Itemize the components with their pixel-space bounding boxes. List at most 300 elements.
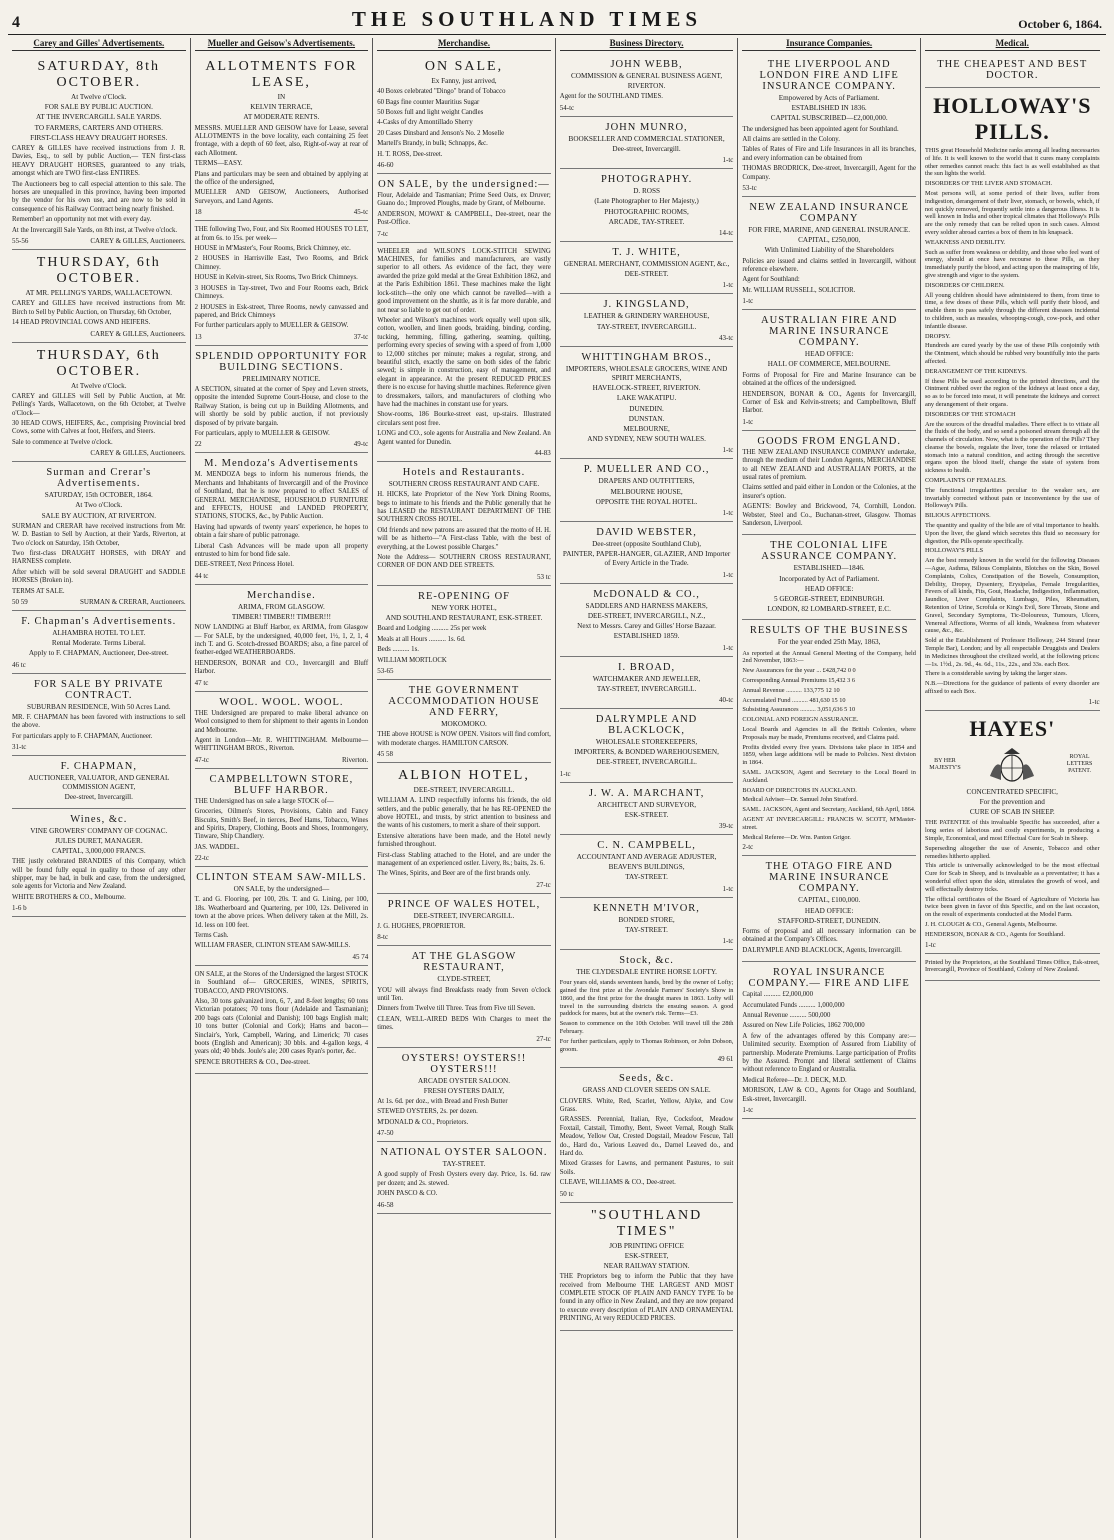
ad-paragraph: Terms Cash.: [194, 931, 229, 939]
ad-paragraph: The undersigned has been appointed agent for Southland.: [742, 125, 899, 133]
ad-paragraph: Claims settled and paid either in London or the Colonies, at the insurer's option.: [742, 484, 916, 500]
newspaper-title: THE SOUTHLAND TIMES: [351, 7, 703, 31]
advertisement: [377, 586, 551, 680]
ad-line: MELBOURNE HOUSE,: [610, 487, 683, 496]
ad-line: DEE-STREET, INVERCARGILL.: [413, 911, 515, 920]
advertisement: [560, 54, 734, 117]
ad-paragraph: 50 Boxes full and light weight Candles: [377, 109, 484, 117]
ad-paragraph: WILLIAM MORTLOCK: [377, 656, 447, 664]
ad-title: "SOUTHLAND TIMES": [590, 1207, 703, 1239]
ad-signature: [377, 1035, 551, 1043]
advertisement: [560, 522, 734, 584]
ad-paragraph: TERMS AT SALE.: [12, 587, 65, 595]
ad-title: DAVID WEBSTER,: [596, 527, 697, 539]
ad-title: J. KINGSLAND,: [603, 299, 690, 311]
advertisement: [742, 620, 916, 856]
ad-paragraph: CLEAVE, WILLIAMS & CO., Dee-street.: [559, 1179, 676, 1187]
crest-right-text: ROYAL LETTERS PATENT.: [1066, 754, 1093, 775]
ad-code: 50 59: [12, 598, 28, 606]
ad-paragraph: N.B.—Directions for the guidance of patients of every disorder are affixed to each Box.: [924, 680, 1100, 695]
ad-title: JOHN WEBB,: [610, 59, 683, 70]
ad-line: CAPITAL, £250,000,: [798, 236, 861, 245]
ad-paragraph: T. and G. Flooring, per 100, 20s. T. and G. Lining, per 100, 18s. Weatherboard and Quartering, per 100, 12s. Delivered in town at the above prices. When delivery taken at the Mill, 2s. 1d. less on 100 feet.: [194, 896, 369, 929]
advertisement: [925, 88, 1100, 711]
ad-signature: [560, 571, 734, 579]
ad-paragraph: MUELLER AND GEISOW, Auctioneers, Authorised Surveyors, and Land Agents.: [194, 189, 369, 205]
ad-signature: [377, 881, 551, 889]
ad-title: THURSDAY, 6th OCTOBER.: [36, 347, 161, 379]
ad-signatory: 45 74: [352, 952, 369, 961]
ad-paragraph: Accumulated Funds .......... 1,000,000: [742, 1001, 845, 1009]
ad-line: SADDLERS AND HARNESS MAKERS,: [585, 601, 708, 610]
ad-paragraph: Agent in London—Mr. R. WHITTINGHAM. Melbourne—WHITTINGHAM BROS., Riverton.: [194, 736, 369, 753]
ad-paragraph: WHITE BROTHERS & CO., Melbourne.: [12, 893, 126, 901]
ad-title: HAYES': [969, 715, 1056, 741]
ad-line: At Twelve o'Clock.: [71, 381, 127, 390]
ad-line: ALHAMBRA HOTEL TO LET.: [52, 629, 146, 637]
ad-line: SUBURBAN RESIDENCE, With 50 Acres Land.: [27, 702, 171, 711]
advertisement: [560, 242, 734, 294]
ad-signatory: 49-tc: [353, 440, 369, 449]
ad-paragraph: Show-rooms, 186 Bourke-street east, up-stairs. Illustrated circulars sent post free.: [377, 411, 551, 427]
ad-line: LONDON, 82 LOMBARD-STREET, E.C.: [767, 605, 891, 614]
ad-paragraph: CAREY and GILLES will Sell by Public Auction, at Mr. Pelling's Yards, Wallacetown, on the 6th October, at Twelve o'Clock—: [12, 392, 186, 417]
ad-paragraph: Forms of proposal and all necessary information can be obtained at the Company's Offices.: [742, 927, 916, 944]
ad-signature: [195, 953, 369, 961]
ad-line: ACCOUNTANT AND AVERAGE ADJUSTER,: [576, 852, 717, 861]
ad-line: DUNEDIN.: [629, 404, 664, 413]
ad-line: ESTABLISHED IN 1836.: [791, 104, 867, 113]
ad-signature: [12, 330, 186, 338]
ad-paragraph: This article is universally acknowledged to be the most effectual Cure for Scab in Sheep, and is invaluable as a preventative; it has a wonderful effect upon the skin, stimulates the growth of wool, and will effectually destroy ticks.: [924, 862, 1100, 893]
ad-signature: [195, 333, 369, 341]
ad-line: ESTABLISHED 1859.: [613, 632, 680, 641]
ad-line: At Two o'Clock.: [75, 501, 123, 510]
advertisement: [195, 867, 369, 966]
ad-paragraph: The official certificates of the Board of Agriculture of Victoria has twice been given in favor of this Specific, and on the last occasion, on the result of experiments conducted at the Model Farm.: [924, 895, 1100, 919]
ad-paragraph: Policies are issued and claims settled in Invercargill, without reference elsewhere.: [742, 257, 916, 274]
advertisement: [560, 657, 734, 709]
ad-line: TAY-STREET.: [442, 1160, 486, 1169]
ad-paragraph: TERMS—EASY.: [194, 160, 243, 168]
ad-title: HOLLOWAY'S PILLS.: [933, 93, 1092, 144]
ad-paragraph: JAS. WADDEL.: [194, 843, 240, 851]
advertisement: [195, 966, 369, 1074]
advertisement: [742, 962, 916, 1119]
ad-signature: [12, 904, 186, 912]
ad-title: Surman and Crerar's Advertisements.: [46, 467, 152, 490]
ad-paragraph: THIS great Household Medicine ranks among all leading necessaries of life. It is well known to the world that it cures many complaints other remedies cannot reach: this fact is as well established as that the sun lights the world.: [924, 147, 1100, 178]
ad-line: DRAPERS AND OUTFITTERS,: [598, 477, 695, 486]
ad-code: 8-tc: [377, 933, 389, 942]
ad-paragraph: M'DONALD & CO., Proprietors.: [377, 1118, 469, 1126]
ad-code: 22-tc: [194, 854, 209, 863]
ad-paragraph: THE following Two, Four, and Six Roomed HOUSES TO LET, at from 6s. to 15s. per week—: [194, 226, 369, 242]
ad-line: WATCHMAKER AND JEWELLER,: [592, 674, 701, 683]
ad-line: STAFFORD-STREET, DUNEDIN.: [777, 916, 881, 925]
ad-paragraph: A SECTION, situated at the corner of Spey and Leven streets, opposite the intended Supreme Court-House, and close to the Railway Station, is being cut up in Building Allotments, and will shortly be sold by public auction, if not previously disposed of by private bargain.: [194, 385, 369, 427]
advertisement: [560, 169, 734, 242]
ad-signature: [12, 598, 186, 606]
ad-paragraph: HOUSE in M'Master's, Four Rooms, Brick Chimney, etc.: [194, 245, 351, 253]
ad-title: Seeds, &c.: [618, 1073, 675, 1085]
ad-line: TAY-STREET, INVERCARGILL.: [596, 684, 697, 693]
ad-code: 1-tc: [559, 769, 571, 778]
ad-line: TAY-STREET.: [625, 873, 668, 882]
ad-paragraph: Capital .......... £2,000,000: [742, 991, 813, 999]
advertisement: [12, 343, 186, 463]
ad-line: CLYDE-STREET,: [437, 975, 491, 984]
ad-line: MOKOMOKO.: [441, 719, 487, 728]
ad-paragraph: AGENTS: Bowley and Brickwood, 74, Cornhill, London. Webster, Steel and Co., Buchanan-street, Glasgow. Thomas Sanderson, Liverpool.: [742, 503, 916, 527]
ad-line: ARCADE OYSTER SALOON.: [417, 1076, 510, 1085]
advertisement: [560, 117, 734, 169]
ad-paragraph: A good supply of Fresh Oysters every day. Price, 1s. 6d. raw per dozen; and 2s. stewed.: [377, 1171, 551, 1187]
ad-title: THE CHEAPEST AND BEST DOCTOR.: [937, 59, 1088, 81]
ad-line: Dee-street, Invercargill.: [612, 145, 681, 154]
advertisement: [377, 1142, 551, 1213]
ad-paragraph: Plans and particulars may be seen and obtained by applying at the office of the undersigned,: [194, 170, 369, 187]
ad-title: ON SALE, by the undersigned:—: [378, 179, 550, 191]
ad-title: NATIONAL OYSTER SALOON.: [380, 1147, 548, 1159]
column-5: [738, 38, 921, 1538]
ad-paragraph: BILIOUS AFFECTIONS.: [924, 512, 991, 520]
ad-paragraph: AGENT AT INVERCARGILL: FRANCIS W. SCOTT, M'Master-street.: [742, 815, 916, 831]
ad-paragraph: DROPSY.: [924, 332, 951, 340]
column-1: [8, 38, 191, 1538]
advertisement: [195, 769, 369, 867]
ad-line: LAKE WAKATIPU.: [616, 394, 677, 403]
ad-code: 47-50: [377, 1129, 394, 1138]
ad-code: 13: [194, 332, 202, 341]
ad-line: At Twelve o'Clock.: [71, 93, 127, 101]
ad-paragraph: SAML. JACKSON, Agent and Secretary, Auckland, 6th April, 1864.: [742, 806, 916, 814]
ad-paragraph: H. HICKS, late Proprietor of the New York Dining Rooms, begs to intimate to his friends and the Public generally that he has LEASED the RESTAURANT DEPARTMENT OF THE SOUTHERN CROSS HOTEL.: [377, 491, 551, 524]
ad-line: ARCADE, TAY-STREET.: [608, 217, 685, 226]
ad-paragraph: THE above HOUSE is NOW OPEN. Visitors will find comfort, with moderate charges. HAMILTON CARSON.: [377, 731, 551, 747]
ad-paragraph: Most persons will, at some period of their lives, suffer from indigestion, derangement of their liver, stomach, or bowels, which, if not quickly removed, frequently settle into a dangerous illness. It is well known in India and other tropical climates that Holloway's Pills are the only remedy that can be relied upon in such cases. Almost every soldier abroad carries a box of them in his knapsack.: [924, 189, 1100, 236]
ad-signature: [377, 573, 551, 581]
advertisement: [377, 243, 551, 462]
ad-paragraph: Profits divided every five years. Divisions take place in 1854 and 1859, when large additions will be made to Policies. Next division in 1864.: [742, 743, 916, 767]
ad-paragraph: STEWED OYSTERS, 2s. per dozen.: [377, 1108, 478, 1116]
ad-paragraph: Accumulated Fund .......... 481,630 15 10: [742, 696, 846, 704]
ad-signature: [12, 661, 186, 669]
advertisement: [560, 459, 734, 522]
ad-line: COMMISSION & GENERAL BUSINESS AGENT,: [571, 72, 723, 80]
advertisement: [377, 894, 551, 947]
ad-line: IMPORTERS, WHOLESALE GROCERS, WINE AND SPIRIT MERCHANTS,: [565, 364, 728, 383]
ad-line: HEAD OFFICE:: [804, 906, 854, 915]
ad-signature: [560, 770, 734, 778]
advertisement: [925, 54, 1100, 88]
ad-line: ARIMA, FROM GLASGOW.: [237, 602, 325, 611]
ad-paragraph: SAML. JACKSON, Agent and Secretary to the Local Board in Auckland.: [742, 768, 916, 784]
coat-of-arms-icon: [982, 746, 1042, 784]
ad-line: GRASS AND CLOVER SEEDS ON SALE.: [582, 1086, 711, 1095]
ad-title: KENNETH M'IVOR,: [593, 902, 700, 914]
ad-code: 55-56: [12, 237, 29, 246]
advertisement: [12, 462, 186, 611]
ad-signature: [560, 937, 734, 945]
ad-line: NEAR RAILWAY STATION.: [603, 1261, 690, 1270]
ad-signature: [195, 679, 369, 687]
ad-paragraph: THE PATENTEE of this invaluable Specific has succeeded, after a long series of laborious and costly experiments, in producing a Simple, Economical, and most Effectual Cure for Scab in Sheep.: [924, 819, 1100, 842]
ad-title: WHITTINGHAM BROS.,: [581, 351, 712, 363]
ad-line: Incorporated by Act of Parliament.: [779, 574, 880, 583]
ad-paragraph: DISORDERS OF THE LIVER AND STOMACH.: [924, 180, 1053, 188]
ad-paragraph: Are the sources of the dreadful maladies. There effect is to vitiate all the fluids of the body, and so send a poisoned stream through all the channels of circulation. Now, what is the operation of the Pills? They cleanse the bowels, regulate the liver, tone the relaxed or irritated stomach into a natural condition, and acting through the secretive organs upon the blood itself, change the state of system from sickness to health.: [924, 420, 1100, 475]
ad-line: CURE OF SCAB IN SHEEP.: [969, 808, 1055, 817]
ad-title: P. MUELLER AND CO.,: [583, 464, 710, 476]
ad-line: BONDED STORE,: [618, 915, 675, 924]
ad-paragraph: WILLIAM A. LIND respectfully informs his friends, the old settlers, and the public generally, that he has RE-OPENED the above HOTEL, and trusts, by strict attention to business and the wants of his customers, to merit a share of their support.: [377, 797, 551, 830]
ad-line: MELBOURNE,: [623, 425, 670, 434]
ad-title: THE LIVERPOOL AND LONDON FIRE AND LIFE INSURANCE COMPANY.: [759, 59, 899, 92]
ad-paragraph: THOMAS BRODRICK, Dee-street, Invercargill, Agent for the Company.: [742, 165, 916, 181]
ad-signatory: SURMAN & CRERAR, Auctioneers.: [80, 598, 186, 606]
ad-paragraph: WILLIAM FRASER, CLINTON STEAM SAW-MILLS.: [194, 942, 351, 950]
ad-title: JOHN MUNRO,: [605, 121, 688, 133]
ad-paragraph: ON SALE, at the Stores of the Undersigned the largest STOCK in Southland of— GROCERIES, WINES, SPIRITS, TOBACCO, AND PROVISIONS.: [194, 970, 369, 995]
ad-paragraph: There is a considerable saving by taking the larger sizes.: [924, 670, 1068, 678]
ad-line: NEW YORK HOTEL,: [431, 603, 497, 612]
ad-paragraph: If these Pills be used according to the printed directions, and the Ointment rubbed over the region of the kidneys at least once a day, so as to be forced into meat, it will penetrate the kidneys and correct any derangement of their organs.: [924, 377, 1100, 408]
ad-paragraph: Extensive alterations have been made, and the Hotel newly furnished throughout.: [377, 832, 551, 849]
ad-line: For the year ended 25th May, 1863,: [777, 638, 881, 647]
ad-paragraph: Sale to commence at Twelve o'clock.: [12, 438, 113, 446]
ad-paragraph: Four years old, stands seventeen hands, bred by the owner of Lofty; gained the first prize at the Avondale Farmers' Society's Show in 1860, and the first prize for the draught mares in 1863. Lofty will travel in the surrounding districts the ensuing season. A good paddock for mares, but at the owner's risk. Terms—£3.: [559, 979, 734, 1018]
ad-paragraph: Agent for Southland:: [742, 276, 800, 284]
ad-paragraph: Sold at the Establishment of Professor Holloway, 244 Strand (near Temple Bar), London; and by all respectable Druggists and Dealers in Medicines throughout the civilized world, at the following prices:—1s. 1½d., 2s. 9d., 4s. 6d., 11s., 22s., and 33s. each Box.: [924, 637, 1100, 668]
ad-title: T. J. WHITE,: [612, 247, 681, 259]
ad-paragraph: BOARD OF DIRECTORS IN AUCKLAND.: [742, 786, 857, 794]
ad-title: RESULTS OF THE BUSINESS: [749, 625, 909, 637]
ad-paragraph: A few of the advantages offered by this Company are:— Unlimited security. Exemption of Assured from Liability of partnership. Moderate Premiums. Large participation of Profits by the Assured. Prompt and liberal settlement of Claims without reference to England or Australia.: [742, 1032, 916, 1074]
advertisement: [560, 835, 734, 898]
ad-code: 45 58: [377, 749, 393, 758]
ad-signature: [377, 449, 551, 457]
issue-date: October 6, 1864.: [1018, 17, 1102, 31]
ad-signatory: 40-tc: [718, 695, 734, 704]
ad-paragraph: Liberal Cash Advances will be made upon all property entrusted to him for bond fide sale.: [194, 542, 369, 559]
ad-paragraph: Subsisting Assurances .......... 3,051,636 5 10: [742, 706, 856, 714]
ad-paragraph: LONG and CO., sole agents for Australia and New Zealand. An Agent wanted for Dunedin.: [377, 430, 551, 446]
ad-signature: [560, 644, 734, 652]
ad-line: CAPITAL, £100,000.: [798, 896, 861, 905]
ad-paragraph: WEAKNESS AND DEBILITY.: [924, 238, 1006, 246]
ad-code: 18: [194, 208, 202, 217]
ad-signatory: 1-tc: [722, 281, 734, 290]
ad-paragraph: For further particulars, apply to Thomas Robinson, or John Dobson, groom.: [559, 1037, 734, 1053]
advertisement: [925, 954, 1100, 982]
ad-paragraph: CLEAN, WELL-AIRED BEDS With Charges to meet the times.: [377, 1015, 551, 1032]
ad-paragraph: Also, 30 tons galvanized iron, 6, 7, and 8-feet lengths; 60 tons Victorian potatoes; 70 tons flour (Adelaide and Tasmanian); 200 bags oats (Colonial and Danish); 100 bags English malt; 10 tons butter (Colonial and Cork); Hams and bacon—Sinclair's, York, Campbell, Waring, and Limerick; 70 cases boots (English and American); 30 bbls. and 4-gallon kegs, 4 years old; 40 bhds. Joule's ale; 200 cases Ryan's porter, &c.: [194, 998, 369, 1056]
ad-signature: [560, 334, 734, 342]
advertisement: [12, 250, 186, 342]
ad-signature: [925, 941, 1100, 949]
ad-title: F. CHAPMAN,: [60, 761, 137, 773]
advertisement: [560, 709, 734, 783]
ad-paragraph: 3 HOUSES in Tay-street, Two and Four Rooms each, Brick Chimneys.: [194, 284, 369, 301]
column-2: [191, 38, 374, 1538]
ad-line: OPPOSITE THE ROYAL HOTEL.: [595, 497, 698, 506]
ad-title: THURSDAY, 6th OCTOBER.: [36, 255, 161, 287]
ad-paragraph: 20 Cases Dinsbard and Jenson's No. 2 Moselle: [377, 129, 505, 137]
ad-paragraph: COMPLAINTS OF FEMALES.: [924, 477, 1007, 485]
ad-line: HALL OF COMMERCE, MELBOURNE.: [767, 360, 891, 369]
advertisement: [12, 54, 186, 250]
ad-paragraph: The Auctioneers beg to call especial attention to this sale. The horses are unequalled in this province, having been imported by the vendor for his own use, and are now to be sold in consequence of his Railway Contract being nearly finished.: [12, 180, 186, 213]
advertisement: [195, 54, 369, 221]
ad-signature: [377, 667, 551, 675]
ad-line: DEE-STREET.: [624, 270, 669, 279]
ad-signatory: 45-tc: [353, 208, 369, 217]
ad-line: Ex Fanny, just arrived,: [431, 77, 497, 85]
advertisement: [560, 898, 734, 950]
royal-crest: [925, 746, 1100, 784]
ad-signatory: 49 61: [717, 1055, 734, 1064]
ad-title: PHOTOGRAPHY.: [600, 174, 693, 186]
ad-paragraph: 4-Casks of dry Amontillado Sherry: [377, 119, 473, 127]
column-6: [921, 38, 1104, 1538]
ad-signature: [742, 297, 916, 305]
ad-paragraph: 14 HEAD PROVINCIAL COWS AND HEIFERS.: [12, 319, 151, 327]
ad-signatory: 1-tc: [722, 570, 734, 579]
advertisement: [742, 535, 916, 620]
ad-signature: [560, 229, 734, 237]
ad-code: 47 tc: [194, 678, 209, 687]
ad-line: TO FARMERS, CARTERS AND OTHERS.: [34, 123, 163, 132]
column-header: Medical.: [925, 38, 1100, 51]
ad-paragraph: Remember! an opportunity not met with every day.: [12, 216, 152, 224]
ad-signatory: 1-tc: [722, 446, 734, 455]
ad-title: CLINTON STEAM SAW-MILLS.: [196, 872, 367, 884]
ad-paragraph: At the Invercargill Sale Yards, on 8th inst, at Twelve o'clock.: [12, 226, 178, 234]
ad-signature: [377, 750, 551, 758]
ad-paragraph: Annual Revenue .......... 133,775 12 10: [742, 686, 840, 694]
ad-paragraph: Medical Referee—Dr. Wm. Panton Grigor.: [742, 833, 851, 841]
ad-paragraph: ANDERSON, MOWAT & CAMPBELL, Dee-street, near the Post-Office.: [377, 210, 551, 227]
ad-paragraph: COLONIAL AND FOREIGN ASSURANCE.: [742, 716, 859, 724]
ad-code: 50 tc: [559, 1189, 574, 1198]
ad-paragraph: Superseding altogether the use of Arsenic, Tobacco and other remedies hitherto applied.: [924, 844, 1100, 860]
ad-paragraph: H. T. ROSS, Dee-street.: [377, 150, 443, 158]
ad-line: CONCENTRATED SPECIFIC,: [966, 787, 1058, 796]
ad-signatory: 1-tc: [722, 936, 734, 945]
advertisement: [925, 711, 1100, 954]
advertisement: [742, 197, 916, 310]
ad-signature: [560, 156, 734, 164]
ad-signatory: 1-tc: [722, 643, 734, 652]
ad-line: AT MR. PELLING'S YARDS, WALLACETOWN.: [25, 289, 173, 298]
ad-signature: [195, 756, 369, 764]
ad-paragraph: Beds .......... 1s.: [377, 646, 419, 654]
ad-line: (Late Photographer to Her Majesty,): [594, 197, 699, 206]
ad-code: 54-tc: [559, 103, 575, 112]
column-header: Insurance Companies.: [742, 38, 916, 51]
advertisement: [377, 462, 551, 586]
ad-signature: [925, 698, 1100, 706]
ad-line: HEAD OFFICE:: [804, 350, 854, 359]
ad-line: THE CLYDESDALE ENTIRE HORSE LOFTY.: [576, 967, 717, 976]
advertisement: [742, 310, 916, 430]
ad-code: 44 tc: [194, 571, 209, 580]
ad-title: GOODS FROM ENGLAND.: [757, 435, 901, 447]
ad-paragraph: Tables of Rates of Fire and Life Insurances in all its branches, and every information can be obtained from: [742, 146, 916, 162]
advertisement: [195, 346, 369, 454]
ad-signature: [195, 854, 369, 862]
ad-paragraph: DISORDERS OF THE STOMACH: [924, 410, 1016, 418]
ad-paragraph: For particulars apply to F. CHAPMAN, Auctioneer.: [12, 732, 153, 740]
ad-paragraph: Flour, Adelaide and Tasmanian; Prime Seed Oats, ex Druver; Guano do.; Improved Ploughs, made by Grant, of Melbourne.: [377, 192, 551, 208]
ad-line: PHOTOGRAPHIC ROOMS,: [604, 207, 689, 216]
ad-title: ROYAL INSURANCE COMPANY.— FIRE AND LIFE: [748, 967, 910, 990]
ad-paragraph: NOW LANDING at Bluff Harbor, ex ARIMA, from Glasgow— For SALE, by the undersigned, 40,000 feet, 1½, 1, 2, 1, 4 inch T. and G. Scotch-dressed BOARDS; also, a fine parcel of feather-edged WEATHERBOARDS.: [194, 624, 369, 657]
ad-paragraph: 2 HOUSES in Esk-street, Three Rooms, newly canvassed and papered, and Brick Chimneys: [194, 303, 369, 319]
ad-paragraph: After which will be sold several DRAUGHT and SADDLE HORSES (Broken in).: [12, 568, 186, 585]
ad-code: 1-tc: [924, 940, 936, 949]
ad-line: HEAD OFFICE:: [804, 584, 854, 593]
ad-paragraph: Hundreds are cured yearly by the use of these Pills conjointly with the Ointment, which should be rubbed very bountifully into the parts affected.: [924, 342, 1100, 365]
advertisement: [377, 680, 551, 763]
ad-title: McDONALD & CO.,: [593, 588, 700, 600]
ad-paragraph: Annual Revenue .......... 500,000: [742, 1011, 831, 1019]
ad-line: SOUTHERN CROSS RESTAURANT AND CAFE.: [388, 480, 540, 489]
ad-paragraph: Board and Lodging .......... 25s per week: [377, 625, 487, 633]
ad-paragraph: Corresponding Annual Premiums 15,432 3 6: [742, 676, 856, 684]
ad-code: 46 tc: [12, 660, 26, 669]
ad-signatory: 27-tc: [536, 1034, 551, 1043]
advertisement: [12, 756, 186, 809]
column-header: Business Directory.: [560, 38, 734, 51]
ad-title: CAMPBELLTOWN STORE, BLUFF HARBOR.: [209, 773, 354, 796]
advertisement: [195, 585, 369, 692]
ad-paragraph: First-class Stabling attached to the Hotel, and are under the management of an experienced ostler. Livery, 8s.; baits, 2s. 6.: [377, 851, 551, 867]
ad-paragraph: For further particulars apply to MUELLER & GEISOW.: [194, 322, 349, 330]
ad-paragraph: 30 HEAD COWS, HEIFERS, &c., comprising Provincial bred Cows, some with Calves at foot, Heifers, and Steers.: [12, 419, 186, 436]
ad-paragraph: The quantity and quality of the bile are of vital importance to health. Upon the liver, the gland which secretes this fluid so necessary for digestion, the Pills operate specifically.: [924, 522, 1100, 545]
ad-code: 1-6 b: [12, 904, 27, 913]
ad-line: FOR FIRE, MARINE, AND GENERAL INSURANCE.: [748, 226, 911, 235]
page-number: 4: [12, 14, 20, 31]
ad-signature: [742, 843, 916, 851]
ad-title: ON SALE,: [424, 59, 504, 74]
ad-signature: [377, 1201, 551, 1209]
ad-paragraph: DALRYMPLE AND BLACKLOCK, Agents, Invercargill.: [742, 946, 902, 954]
ad-signatory: 1-tc: [1088, 697, 1100, 706]
ad-paragraph: 60 Bags fine counter Mauritius Sugar: [377, 98, 480, 106]
crest-left-text: BY HER MAJESTY'S: [929, 757, 961, 771]
ad-line: CAPITAL SUBSCRIBED—£2,000,000.: [770, 114, 888, 123]
ad-paragraph: At 1s. 6d. per doz., with Bread and Fresh Butter: [377, 1098, 508, 1106]
ad-line: DUNSTAN.: [628, 414, 665, 423]
ad-line: RIVERTON.: [627, 82, 666, 91]
ad-signature: [560, 696, 734, 704]
ad-code: 2-tc: [742, 843, 754, 852]
advertisement: [560, 584, 734, 657]
ad-title: THE COLONIAL LIFE ASSURANCE COMPANY.: [761, 540, 898, 563]
ad-signature: [560, 509, 734, 517]
ad-line: FRESH OYSTERS DAILY,: [423, 1086, 505, 1095]
column-3: [373, 38, 556, 1538]
ad-signatory: 14-tc: [718, 229, 734, 238]
ad-signature: [377, 933, 551, 941]
ad-paragraph: Medical Referee—Dr. J. DECK, M.D.: [742, 1076, 847, 1084]
ad-paragraph: Local Boards and Agencies in all the British Colonies, where Proposals may be made, Premiums received, and Claims paid.: [742, 725, 916, 741]
ad-signatory: 1-tc: [722, 509, 734, 518]
ad-paragraph: THE NEW ZEALAND INSURANCE COMPANY undertake, through the medium of their London Agents, MERCHANDISE to all NEW ZEALAND and AUSTRALIAN PORTS, at the usual rates of premium.: [742, 448, 916, 481]
